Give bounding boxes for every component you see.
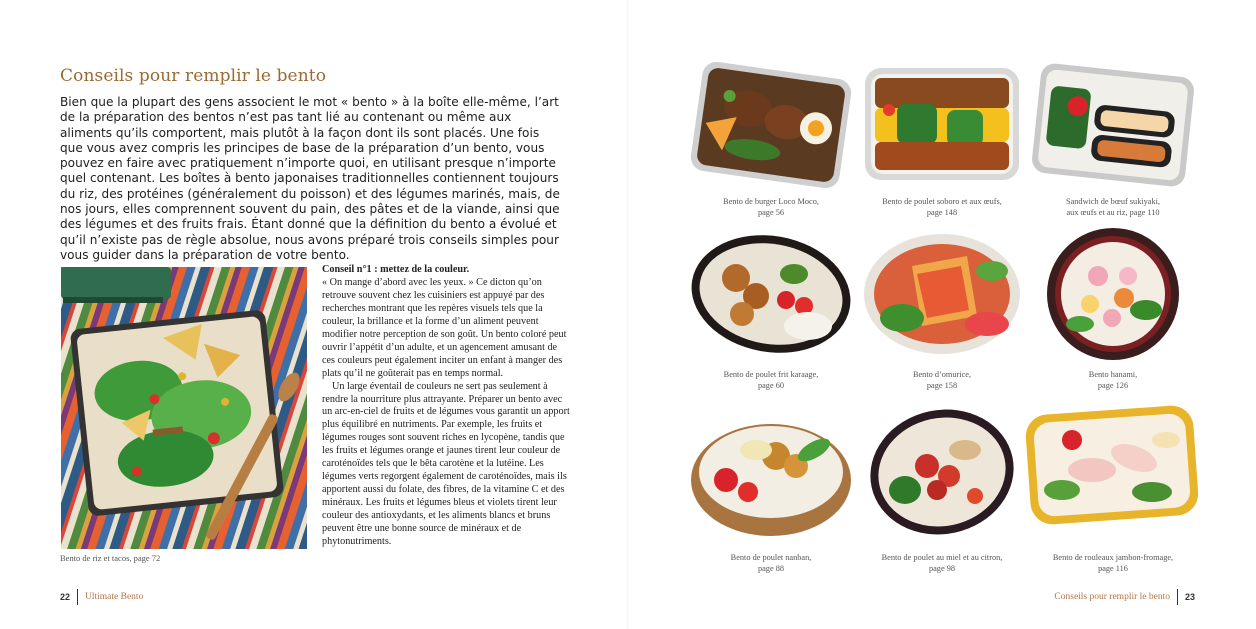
caption-9: Bento de rouleaux jambon-fromage, page 116 [1052,553,1174,573]
tip-paragraph-1: « On mange d’abord avec les yeux. » Ce dicton qu’on retrouve souvent chez les cuisiniers est appuyé par des recherches montrant que les repères visuels tels que la couleur, la brillance et la forme d’un aliment peuvent modifier notre perception de son goût. Un bento coloré peut ouvrir l’appétit d’un adulte, et un agencement amusant de ces couleurs peut également inciter un enfant à manger des plats qu’il ne goûterait pas en temps normal. [322,276,567,379]
karaage-illustration [686,226,856,362]
loco-moco-illustration [686,62,856,190]
caption-8: Bento de poulet au miel et au citron, page 98 [881,553,1003,573]
caption-3: Sandwich de bœuf sukiyaki, aux œufs et au riz, page 110 [1065,197,1161,217]
caption-7: Bento de poulet nanban, page 88 [730,553,812,573]
rice-taco-bento-photo [61,267,307,549]
ham-cheese-rolls-illustration [1022,400,1202,528]
bento-photo-hanami [1028,226,1198,362]
tip-paragraph-2: Un large éventail de couleurs ne sert pas seulement à rendre la nourriture plus attrayante. Préparer un bento avec un arc-en-ciel de fruits et de légumes vous garantit un apport plus équilibré en nutriments. Par exemple, les fruits et légumes rouges sont souvent riches en lycopène, tandis que les fruits et légumes orange et jaunes tirent leur couleur de caroténoïdes tels que le bêta carotène et la lutéine. Les légumes verts regorgent également de caroténoïdes, mais ils apportent aussi du folate, des fibres, de la vitamine C et des minéraux. Les fruits et légumes bleus et violets tirent leur couleur des antioxydants, et les aliments blancs et bruns peuvent être une bonne source de minéraux et de phytonutriments. [322,380,570,548]
tip-one [322,264,570,549]
footer-chapter-title: Conseils pour remplir le bento [1054,592,1170,602]
omurice-illustration [857,226,1027,362]
caption-5: Bento d’omurice, page 158 [912,370,972,390]
bento-photo-loco-moco [686,62,856,190]
bento-photo-nanban [686,410,856,540]
photo-caption: Bento de riz et tacos, page 72 [60,553,161,563]
caption-2: Bento de poulet soboro et aux œufs, page 148 [882,197,1002,217]
tip-title: Conseil n°1 : mettez de la couleur. [322,264,470,275]
page-gutter [627,0,629,629]
section-heading: Conseils pour remplir le bento [60,66,327,86]
footer-divider [77,589,78,605]
footer-book-title: Ultimate Bento [85,592,144,602]
page-number-right: 23 [1184,592,1195,602]
caption-4: Bento de poulet frit karaage, page 60 [723,370,819,390]
bento-photo-karaage [686,226,856,362]
footer-divider-right [1177,589,1178,605]
caption-1: Bento de burger Loco Moco, page 56 [723,197,819,217]
caption-6: Bento hanami, page 126 [1088,370,1138,390]
bento-photo-ham-cheese-rolls [1022,400,1192,528]
hanami-illustration [1028,226,1198,362]
bento-photo-sukiyaki-sandwich [1028,62,1198,190]
chicken-soboro-illustration [857,62,1027,190]
rice-taco-bento-illustration [61,267,307,549]
intro-paragraph: Bien que la plupart des gens associent le mot « bento » à la boîte elle-même, l’art de la préparation des bentos n’est pas tant lié au contenant ou même aux aliments qu’ils comportent, mais plutôt à la façon dont ils sont placés. Une fois que vous avez compris les principes de base de la préparation d’un bento, vous pouvez en faire avec pratiquement n’importe quoi, en utilisant presque n’importe quel contenant. Les boîtes à bento japonaises traditionnelles contiennent toujours du riz, des protéines (généralement du poisson) et des légumes marinés, mais, de nos jours, elles comprennent souvent du pain, des pâtes et de la viande, ainsi que des légumes et des fruits frais. Étant donné que la définition du bento a évolué et qu’il n’existe pas de règle absolue, nous avons préparé trois conseils simples pour vous guider dans la préparation de votre bento. [60,95,560,262]
page-number-left: 22 [60,592,71,602]
footer-right [1054,589,1195,605]
bento-photo-chicken-soboro [857,62,1027,190]
bento-photo-honey-lemon [857,404,1027,540]
honey-lemon-illustration [857,404,1027,540]
bento-photo-omurice [857,226,1027,362]
footer-left [60,589,143,605]
nanban-illustration [686,410,856,540]
sukiyaki-sandwich-illustration [1028,62,1198,190]
